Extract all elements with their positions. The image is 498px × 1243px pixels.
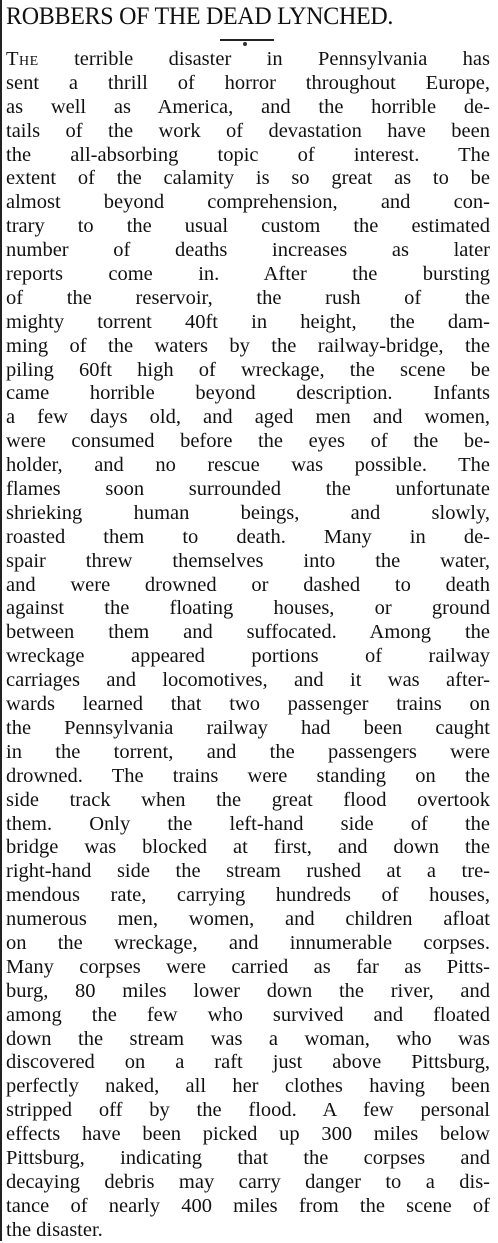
article-line: in the torrent, and the passengers were bbox=[6, 740, 490, 763]
article-line: roasted them to death. Many in de- bbox=[6, 525, 490, 548]
article-line: them. Only the left-hand side of the bbox=[6, 812, 490, 835]
article-line: mendous rate, carrying hundreds of houses, bbox=[6, 884, 490, 907]
article-line: wreckage appeared portions of railway bbox=[6, 645, 490, 668]
article-line: trary to the usual custom the estimated bbox=[6, 215, 490, 238]
article-line: decaying debris may carry danger to a dis- bbox=[6, 1170, 490, 1193]
article-line: down the stream was a woman, who was bbox=[6, 1027, 490, 1050]
article-line: number of deaths increases as later bbox=[6, 239, 490, 262]
article-line: flames soon surrounded the unfortunate bbox=[6, 478, 490, 501]
article-line: on the wreckage, and innumerable corpses. bbox=[6, 931, 490, 954]
article-line: effects have been picked up 300 miles below bbox=[6, 1123, 490, 1146]
article-line: holder, and no rescue was possible. The bbox=[6, 454, 490, 477]
article-line: discovered on a raft just above Pittsburg, bbox=[6, 1051, 490, 1074]
article-line: ming of the waters by the railway-bridge, the bbox=[6, 334, 490, 357]
first-line-text: terrible disaster in Pennsylvania has bbox=[74, 48, 490, 70]
article-line: wards learned that two passenger trains on bbox=[6, 693, 490, 716]
article-line: the disaster. bbox=[6, 1218, 103, 1241]
article-line: shrieking human beings, and slowly, bbox=[6, 501, 490, 524]
article-line: extent of the calamity is so great as to be bbox=[6, 167, 490, 190]
article-line: piling 60ft high of wreckage, the scene be bbox=[6, 358, 490, 381]
article-line: Many corpses were carried as far as Pitts- bbox=[6, 955, 490, 978]
article-line: of the reservoir, the rush of the bbox=[6, 286, 490, 309]
article-line: Pittsburg, indicating that the corpses and bbox=[6, 1146, 490, 1169]
article-line: against the floating houses, or ground bbox=[6, 597, 490, 620]
article-line: among the few who survived and floated bbox=[6, 1003, 490, 1026]
article-line: spair threw themselves into the water, bbox=[6, 549, 490, 572]
column-rule bbox=[0, 0, 2, 1241]
article-line: the Pennsylvania railway had been caught bbox=[6, 716, 490, 739]
article-line: carriages and locomotives, and it was after- bbox=[6, 669, 490, 692]
article-line: numerous men, women, and children afloat bbox=[6, 908, 490, 931]
article-line: side track when the great flood overtook bbox=[6, 788, 490, 811]
article-line: stripped off by the flood. A few personal bbox=[6, 1099, 490, 1122]
article-line: bridge was blocked at first, and down the bbox=[6, 836, 490, 859]
article-line: between them and suffocated. Among the bbox=[6, 621, 490, 644]
article-line: came horrible beyond description. Infants bbox=[6, 382, 490, 405]
article-line: and were drowned or dashed to death bbox=[6, 573, 490, 596]
article-line: as well as America, and the horrible de- bbox=[6, 95, 490, 118]
article-line: almost beyond comprehension, and con- bbox=[6, 191, 490, 214]
article-line: tails of the work of devastation have been bbox=[6, 119, 490, 142]
article-line bbox=[6, 48, 490, 72]
article-line: reports come in. After the bursting bbox=[6, 263, 490, 286]
article-line: mighty torrent 40ft in height, the dam- bbox=[6, 310, 490, 333]
article-line: the all-absorbing topic of interest. The bbox=[6, 143, 490, 166]
lead-word: The bbox=[6, 48, 39, 70]
article-line: drowned. The trains were standing on the bbox=[6, 764, 490, 787]
article-line: right-hand side the stream rushed at a tre- bbox=[6, 860, 490, 883]
divider-dot bbox=[243, 42, 247, 46]
article-line: a few days old, and aged men and women, bbox=[6, 406, 490, 429]
headline-divider bbox=[220, 39, 274, 41]
headline: ROBBERS OF THE DEAD LYNCHED. bbox=[6, 3, 394, 30]
article-line: were consumed before the eyes of the be- bbox=[6, 430, 490, 453]
article-line: sent a thrill of horror throughout Europe, bbox=[6, 71, 490, 94]
article-line: perfectly naked, all her clothes having been bbox=[6, 1075, 490, 1098]
article-line: burg, 80 miles lower down the river, and bbox=[6, 979, 490, 1002]
article-line: tance of nearly 400 miles from the scene of bbox=[6, 1194, 490, 1217]
article-body bbox=[6, 48, 490, 1243]
